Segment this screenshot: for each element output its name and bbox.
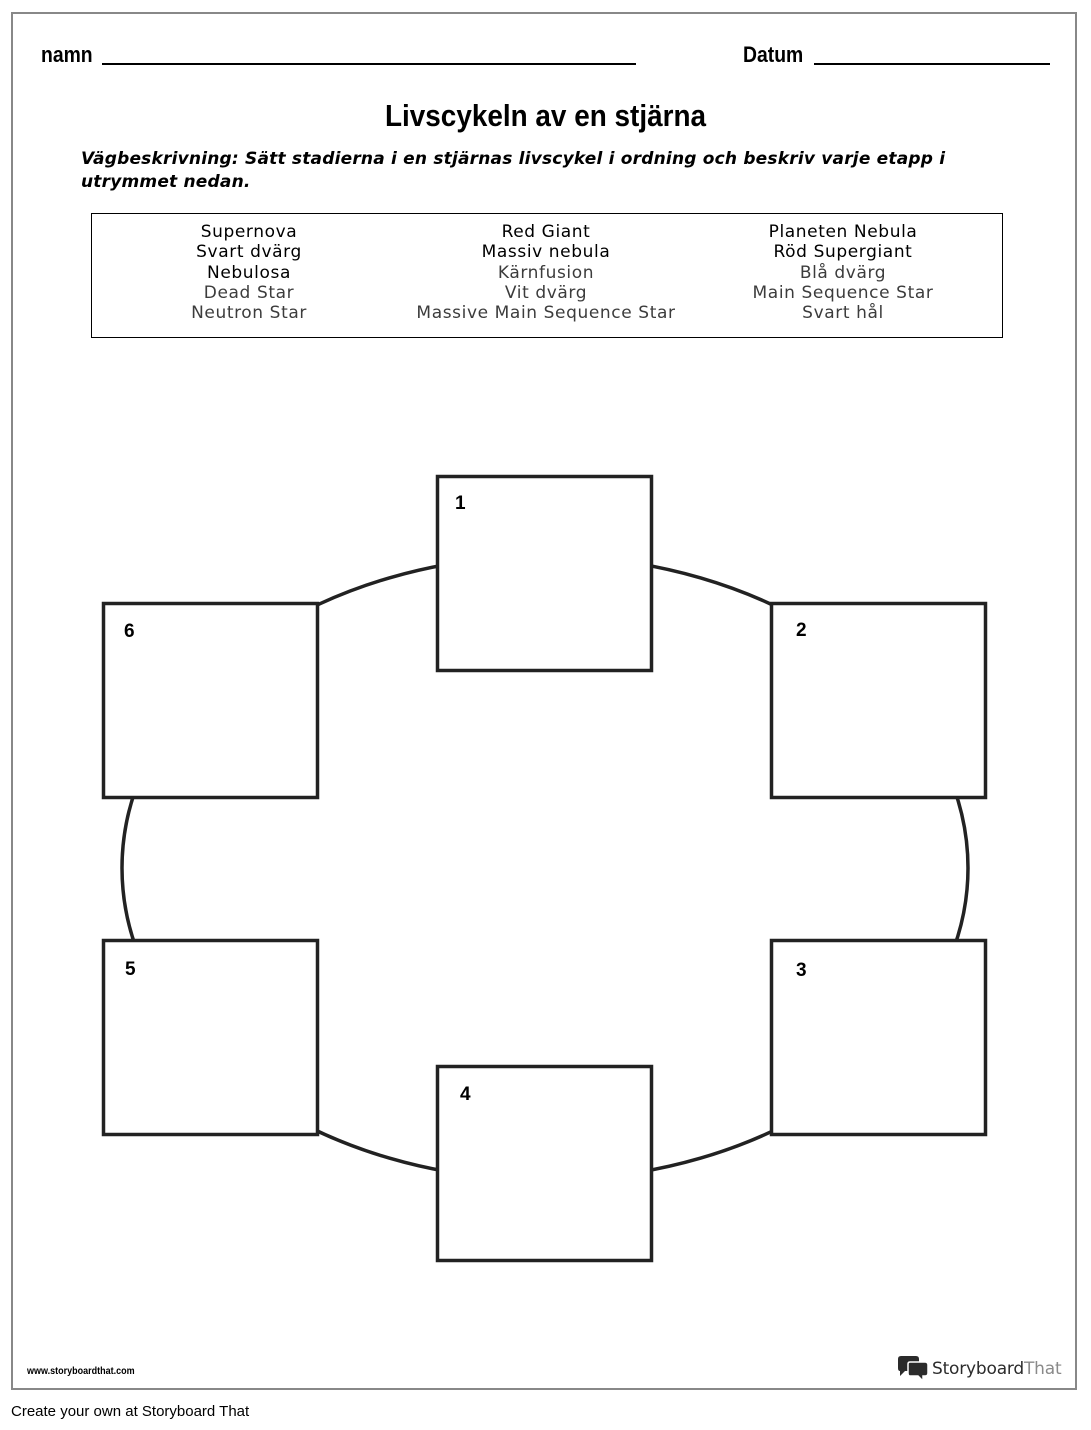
stage-box-5[interactable]	[104, 941, 318, 1135]
word-bank-item: Nebulosa	[207, 262, 291, 283]
credit-link[interactable]: Create your own at Storyboard That	[11, 1403, 250, 1420]
brand-name-part1: Storyboard	[932, 1359, 1024, 1379]
word-bank-item: Svart dvärg	[196, 242, 302, 263]
word-bank-item: Massiv nebula	[481, 242, 611, 263]
word-bank-item: Vit dvärg	[504, 282, 588, 303]
name-label: namn	[41, 42, 93, 67]
stage-box-4[interactable]	[438, 1067, 652, 1261]
stage-box-6[interactable]	[104, 604, 318, 798]
word-bank-item: Svart hål	[802, 303, 884, 324]
word-bank-item: Massive Main Sequence Star	[416, 303, 676, 324]
stage-number: 3	[796, 960, 807, 981]
brand-name-part2: That	[1024, 1359, 1062, 1379]
word-bank-item: Kärnfusion	[497, 262, 595, 283]
word-bank-item: Blå dvärg	[799, 262, 887, 283]
word-bank-item: Supernova	[200, 222, 298, 242]
speech-bubbles-icon	[896, 1355, 930, 1383]
directions-text: Vägbeskrivning: Sätt stadierna i en stjärnas livscykel i ordning och beskriv varje etapp i utrymmet nedan.	[81, 149, 946, 192]
word-bank-item: Main Sequence Star	[752, 282, 934, 303]
stage-number: 4	[460, 1084, 471, 1105]
stage-number: 6	[124, 621, 135, 642]
date-label: Datum	[743, 42, 804, 67]
word-bank-item: Röd Supergiant	[773, 242, 913, 263]
stage-box-3[interactable]	[772, 941, 986, 1135]
word-bank-item: Planeten Nebula	[768, 222, 918, 242]
stage-number: 1	[455, 493, 466, 514]
stage-box-1[interactable]	[438, 477, 652, 671]
stage-number: 5	[125, 959, 136, 980]
brand-name	[932, 1359, 1061, 1379]
footer-url[interactable]: www.storyboardthat.com	[27, 1366, 135, 1377]
stage-number: 2	[796, 620, 807, 641]
word-bank-item: Red Giant	[501, 222, 591, 242]
word-bank-item: Dead Star	[203, 282, 295, 303]
stage-box-2[interactable]	[772, 604, 986, 798]
brand-logo[interactable]	[896, 1354, 1061, 1384]
word-bank-item: Neutron Star	[191, 303, 307, 324]
page-title: Livscykeln av en stjärna	[384, 98, 707, 133]
